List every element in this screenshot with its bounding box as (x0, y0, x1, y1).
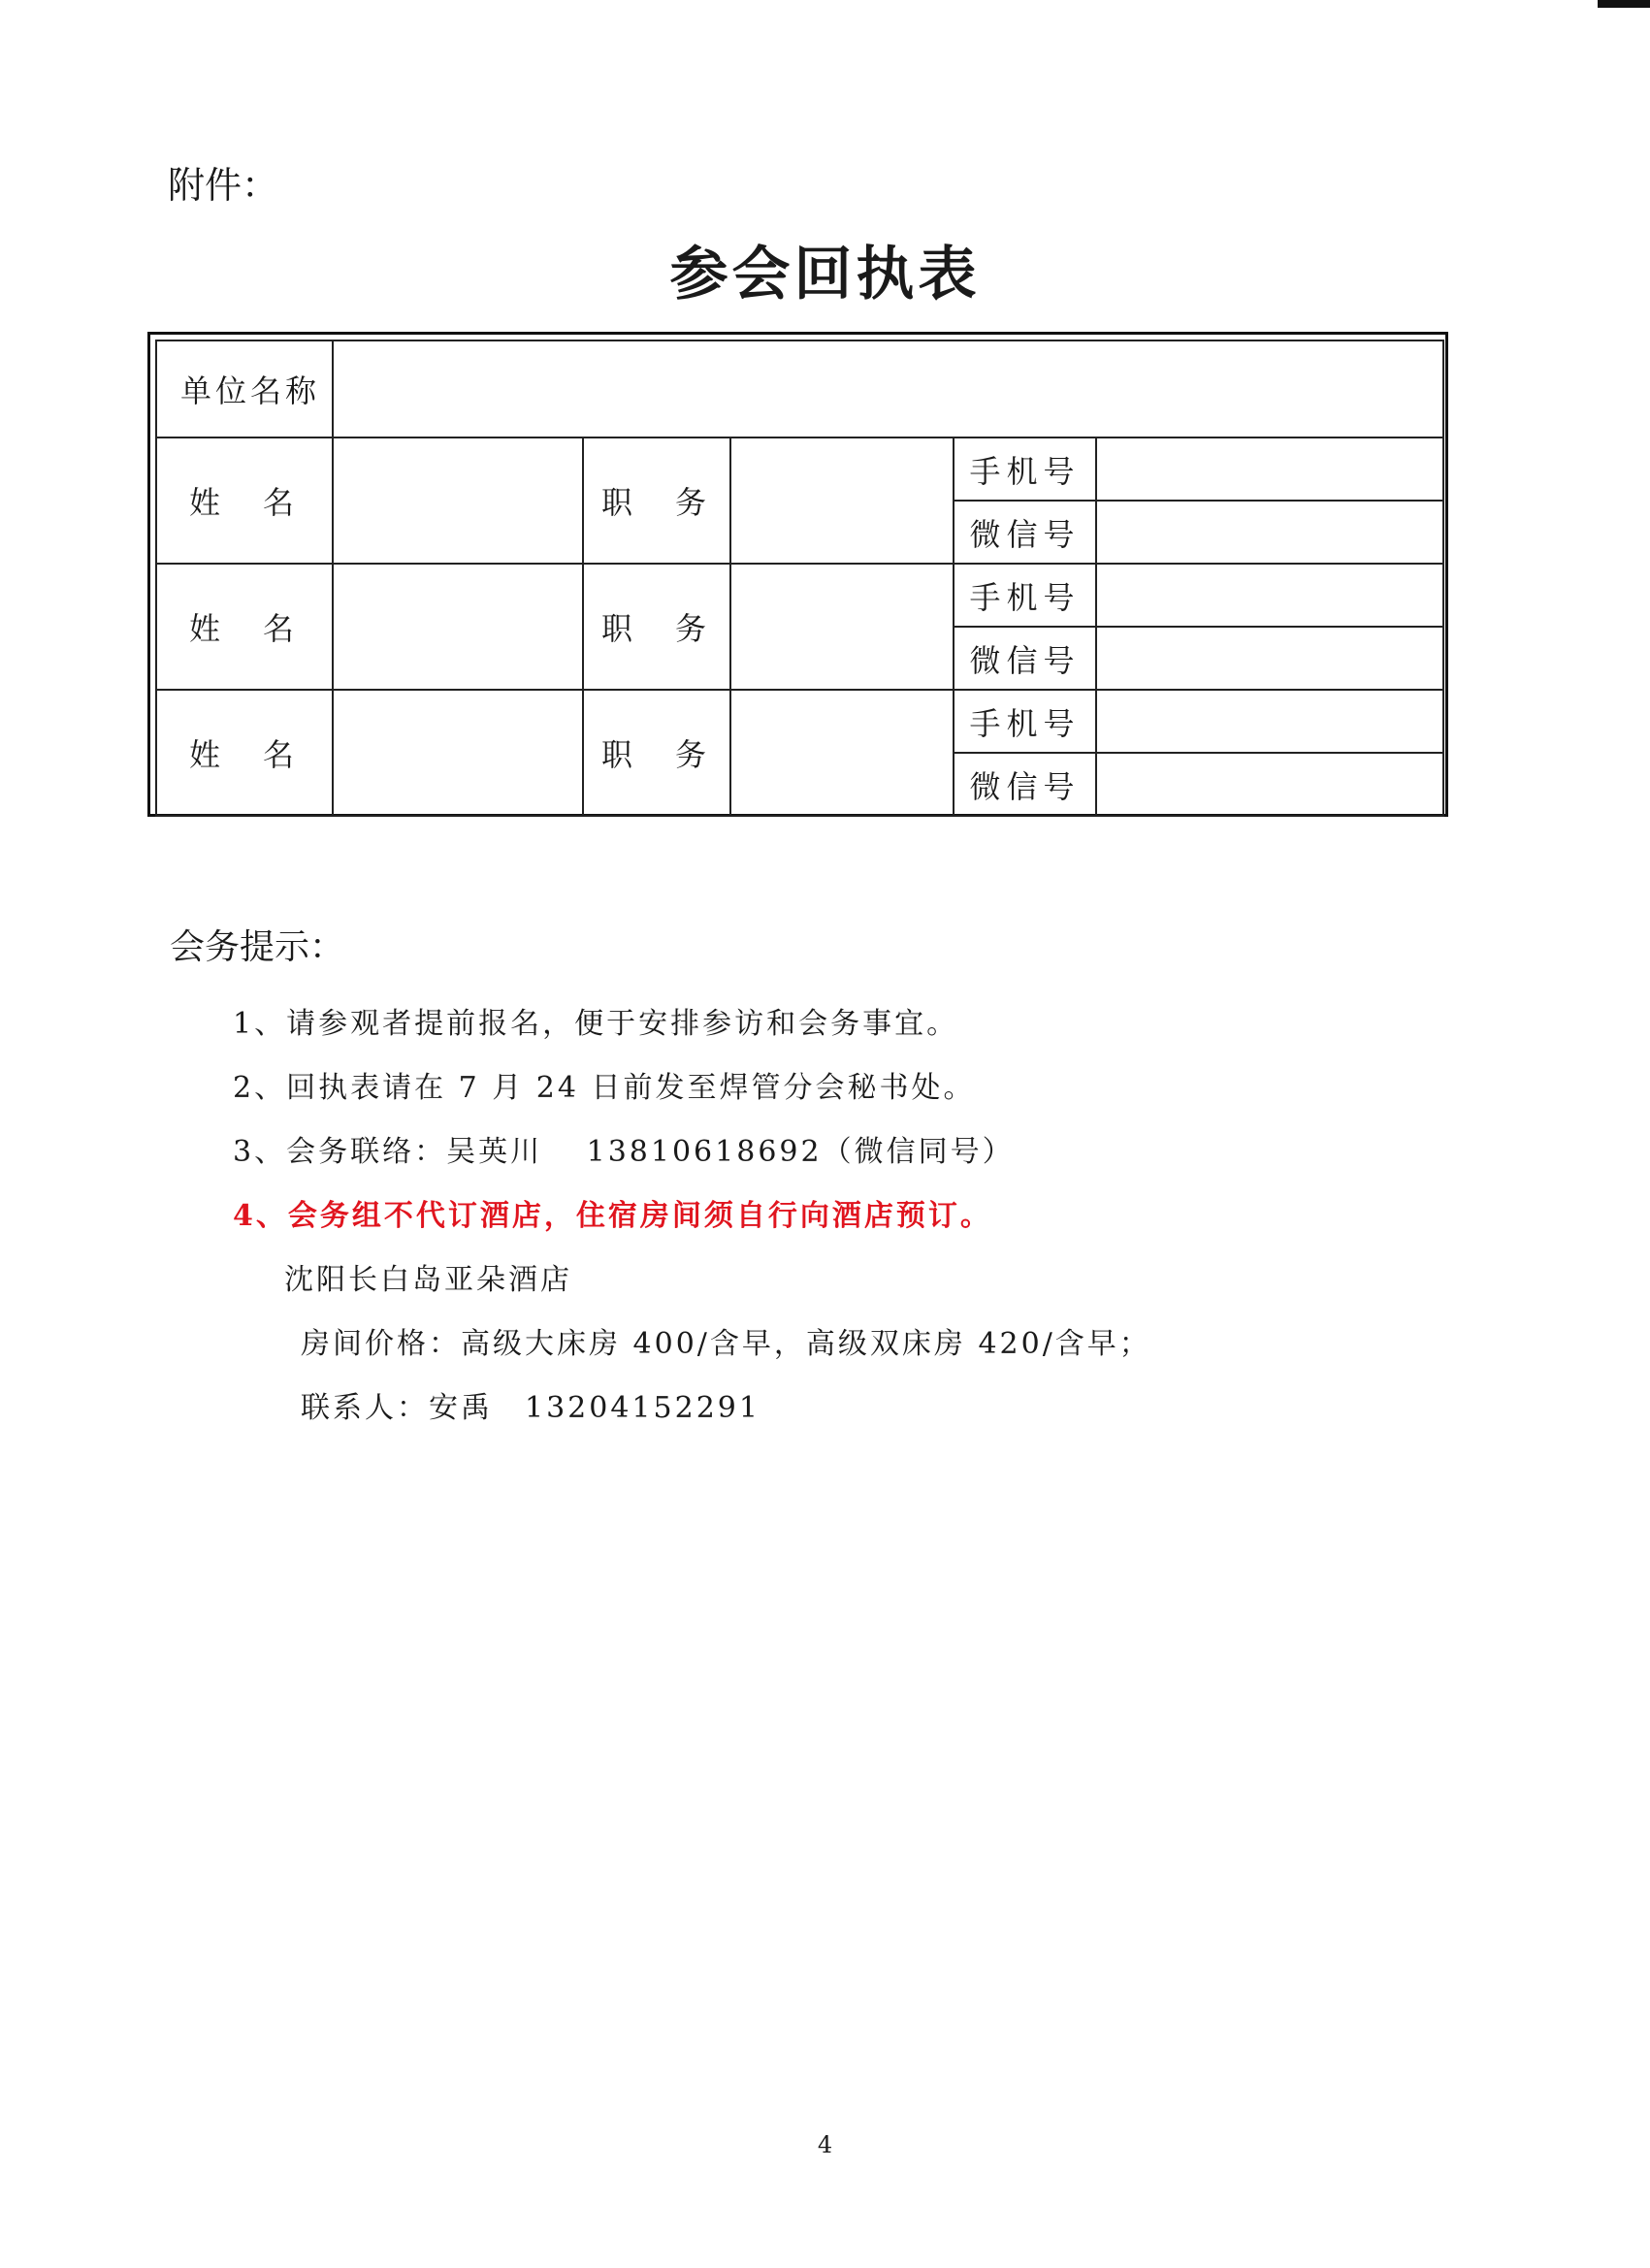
tip-item-3: 3、会务联络：吴英川 13810618692（微信同号） (233, 1135, 1015, 1169)
name-label-3: 姓 名 (156, 690, 333, 816)
phone-label-1: 手机号 (954, 437, 1096, 501)
corner-scan-mark (1598, 0, 1650, 8)
phone-label-3: 手机号 (954, 690, 1096, 753)
wechat-field-2[interactable] (1096, 627, 1443, 690)
position-field-1[interactable] (730, 437, 954, 564)
unit-name-label: 单位名称 (156, 340, 333, 437)
registration-form-table (155, 340, 1444, 817)
name-field-3[interactable] (333, 690, 583, 816)
tip-item-4-warning: 4、会务组不代订酒店，住宿房间须自行向酒店预订。 (233, 1199, 992, 1233)
wechat-field-1[interactable] (1096, 501, 1443, 564)
name-label-2: 姓 名 (156, 564, 333, 690)
phone-label-2: 手机号 (954, 564, 1096, 627)
position-field-3[interactable] (730, 690, 954, 816)
hotel-room-price: 房间价格：高级大床房 400/含早，高级双床房 420/含早； (301, 1327, 1151, 1361)
wechat-label-3: 微信号 (954, 753, 1096, 816)
wechat-label-2: 微信号 (954, 627, 1096, 690)
position-label-1: 职 务 (583, 437, 730, 564)
wechat-field-3[interactable] (1096, 753, 1443, 816)
meeting-tips-title: 会务提示： (170, 927, 345, 967)
name-field-2[interactable] (333, 564, 583, 690)
unit-name-field[interactable] (333, 340, 1443, 437)
phone-field-3[interactable] (1096, 690, 1443, 753)
phone-field-2[interactable] (1096, 564, 1443, 627)
tip-item-2: 2、回执表请在 7 月 24 日前发至焊管分会秘书处。 (233, 1071, 976, 1105)
phone-field-1[interactable] (1096, 437, 1443, 501)
page-number: 4 (817, 2131, 833, 2158)
tip-item-1: 1、请参观者提前报名，便于安排参访和会务事宜。 (233, 1007, 959, 1041)
page-title: 参会回执表 (669, 241, 981, 308)
position-label-2: 职 务 (583, 564, 730, 690)
name-label-1: 姓 名 (156, 437, 333, 564)
position-label-3: 职 务 (583, 690, 730, 816)
hotel-name: 沈阳长白岛亚朵酒店 (284, 1263, 572, 1297)
position-field-2[interactable] (730, 564, 954, 690)
hotel-contact: 联系人：安禹 13204152291 (301, 1391, 760, 1425)
attachment-label: 附件： (168, 164, 279, 207)
wechat-label-1: 微信号 (954, 501, 1096, 564)
name-field-1[interactable] (333, 437, 583, 564)
